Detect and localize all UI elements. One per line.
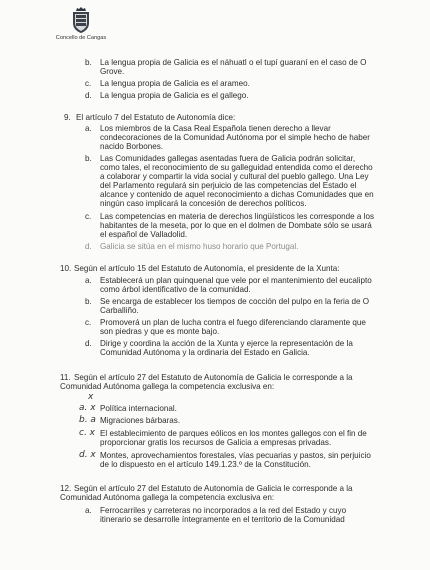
- q12-number: 12.: [60, 484, 72, 493]
- q11-handwritten-c: c. x: [79, 428, 95, 438]
- q10-stem: Según el artículo 15 del Estatuto de Autonomía, el presidente de la Xunta:: [74, 264, 340, 273]
- q9-a-text-2: condecoraciones de la Comunidad Autónoma por el simple hecho de haber: [100, 133, 370, 142]
- q8-c-letter: c.: [85, 79, 92, 88]
- q11-handwritten-x-top: x: [88, 392, 94, 402]
- q10-c-text-1: Promoverá un plan de lucha contra el fuego diferenciando claramente que: [100, 318, 366, 327]
- q9-c-text-2: habitantes de la meseta, por lo que en el dolmen de Dombate sólo se usará: [100, 221, 372, 230]
- coat-of-arms-icon: [70, 6, 92, 34]
- q11-number: 11.: [60, 373, 71, 382]
- q9-c-letter: c.: [85, 212, 92, 221]
- q10-number: 10.: [60, 264, 72, 273]
- q10-a-text-2: como árbol identificativo de la comunidad.: [100, 285, 251, 294]
- q10-a-letter: a.: [85, 276, 92, 285]
- q11-c-text-1: El establecimiento de parques eólicos en los montes gallegos con el fin de: [100, 429, 367, 438]
- q12-stem-2: Comunidad Autónoma gallega la competencia exclusiva en:: [60, 493, 275, 502]
- q11-stem-2: Comunidad Autónoma gallega la competencia exclusiva en:: [60, 382, 275, 391]
- q11-d-text-2: de lo dispuesto en el artículo 149.1.23.º de la Constitución.: [100, 460, 311, 469]
- q8-d-text: La lengua propia de Galicia es el gallego.: [100, 91, 249, 100]
- q10-d-text-2: Comunidad Autónoma y la ordinaria del Estado en Galicia.: [100, 348, 310, 357]
- q11-handwritten-d: d. x: [79, 450, 96, 460]
- q10-a-text-1: Establecerá un plan quinquenal que vele por el mantenimiento del eucalipto: [100, 276, 372, 285]
- q11-handwritten-b: b. a: [79, 415, 96, 425]
- q9-stem: El artículo 7 del Estatuto de Autonomía dice:: [76, 113, 236, 122]
- q9-a-text-1: Los miembros de la Casa Real Española tienen derecho a llevar: [100, 124, 331, 133]
- q9-b-text-2: como tales, el reconocimiento de su galleguidad entendida como el derecho: [100, 163, 373, 172]
- q12-a-text-1: Ferrocarriles y carreteras no incorporados a la red del Estado y cuyo: [100, 506, 347, 515]
- q8-b-letter: b.: [85, 58, 92, 67]
- q8-b-text-1: La lengua propia de Galicia es el náhuatl o el tupí guaraní en el caso de O: [100, 58, 367, 67]
- organization-name: Concello de Cangas: [55, 35, 107, 41]
- q9-b-text-3: a colaborar y compartir la vida social y cultural del pueblo gallego. Una Ley: [100, 172, 369, 181]
- q12-a-letter: a.: [85, 506, 92, 515]
- q10-b-letter: b.: [85, 297, 92, 306]
- q11-a-text: Política internacional.: [100, 404, 177, 413]
- q11-c-text-2: proporcionar gratis los recursos de Galicia a empresas privadas.: [100, 438, 332, 447]
- q9-b-text-6: ningún caso implicará la concesión de derechos políticos.: [100, 199, 307, 208]
- q9-b-letter: b.: [85, 154, 92, 163]
- q11-b-text: Migraciones bárbaras.: [100, 416, 181, 425]
- q9-b-text-4: del Parlamento regulará sin perjuicio de las competencias del Estado el: [100, 181, 357, 190]
- q9-number: 9.: [64, 113, 71, 122]
- q10-d-text-1: Dirige y coordina la acción de la Xunta y ejerce la representación de la: [100, 339, 353, 348]
- q9-b-text-1: Las Comunidades gallegas asentadas fuera de Galicia podrán solicitar,: [100, 154, 356, 163]
- q9-b-text-5: alcance y contenido de aquel reconocimiento a dichas Comunidades que en: [100, 190, 374, 199]
- q10-c-letter: c.: [85, 318, 92, 327]
- q9-c-text-3: el español de Valladolid.: [100, 230, 188, 239]
- letterhead: [46, 6, 116, 41]
- q10-d-letter: d.: [85, 339, 92, 348]
- q9-d-letter: d.: [85, 242, 92, 251]
- q8-b-text-2: Grove.: [100, 67, 125, 76]
- q11-d-text-1: Montes, aprovechamientos forestales, vías pecuarias y pastos, sin perjuicio: [100, 451, 371, 460]
- q12-stem-1: Según el artículo 27 del Estatuto de Autonomía de Galicia le corresponde a la: [74, 484, 353, 493]
- q8-c-text: La lengua propia de Galicia es el arameo.: [100, 79, 250, 88]
- q11-handwritten-a: a. x: [79, 403, 96, 413]
- q10-b-text-2: Carballiño.: [100, 306, 139, 315]
- q8-d-letter: d.: [85, 91, 92, 100]
- q10-b-text-1: Se encarga de establecer los tiempos de cocción del pulpo en la feria de O: [100, 297, 370, 306]
- q9-d-text: Galicia se sitúa en el mismo huso horario que Portugal.: [100, 242, 299, 251]
- q12-a-text-2: itinerario se desarrolle íntegramente en el territorio de la Comunidad: [100, 515, 345, 524]
- q11-stem-1: Según el artículo 27 del Estatuto de Autonomía de Galicia le corresponde a la: [74, 373, 353, 382]
- q10-c-text-2: son piedras y que es monte bajo.: [100, 327, 220, 336]
- q9-c-text-1: Las competencias en materia de derechos lingüísticos les corresponde a los: [100, 212, 374, 221]
- q9-a-letter: a.: [85, 124, 92, 133]
- q9-a-text-3: nacido Borbones.: [100, 142, 163, 151]
